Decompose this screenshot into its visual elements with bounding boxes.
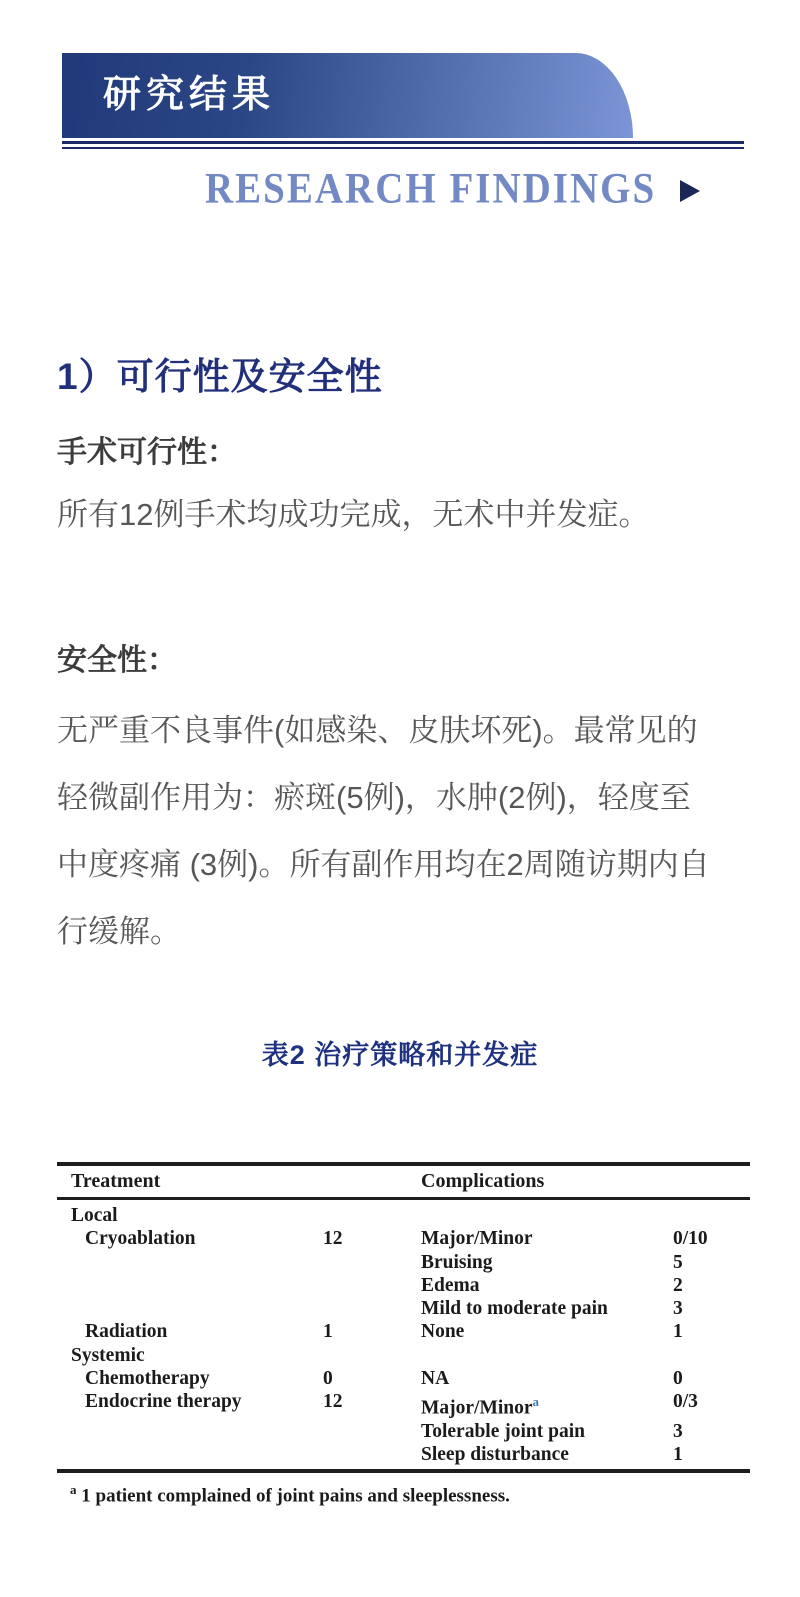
table-row: Systemic <box>71 1344 145 1366</box>
safety-text-line: 中度疼痛 (3例)。所有副作用均在2周随访期内自 <box>57 847 710 882</box>
table-row: Bruising 5 <box>421 1251 683 1273</box>
safety-text <box>57 697 710 965</box>
table-body <box>57 1200 750 1467</box>
table-title: 表2 治疗策略和并发症 <box>261 1040 539 1070</box>
table-row: Local <box>71 1205 118 1226</box>
safety-text-line: 无严重不良事件(如感染、皮肤坏死)。最常见的 <box>57 713 698 748</box>
section-banner <box>62 53 633 138</box>
banner-title: 研究结果 <box>103 74 276 116</box>
complications-table <box>57 1162 750 1507</box>
column-header-complications: Complications <box>421 1170 545 1192</box>
table-row: Chemotherapy 0 NA 0 <box>85 1368 683 1390</box>
banner-divider-thin <box>62 147 744 149</box>
table-header-row <box>57 1166 750 1197</box>
footnote-marker: a <box>532 1394 540 1410</box>
footnote-marker: a <box>70 1481 77 1497</box>
table-row: Sleep disturbance 1 <box>421 1444 683 1466</box>
table-row: Endocrine therapy 12 Major/Minor$^a$ 0/3 <box>85 1391 698 1419</box>
column-header-treatment: Treatment <box>71 1170 161 1192</box>
heading-feasibility-safety: 1）可行性及安全性 <box>57 356 383 397</box>
subtitle-text: RESEARCH FINDINGS <box>205 164 657 213</box>
feasibility-text: 所有12例手术均成功完成，无术中并发症。 <box>57 497 650 532</box>
banner-divider-thick <box>62 141 744 144</box>
safety-text-line: 轻微副作用为：瘀斑(5例)，水肿(2例)，轻度至 <box>57 780 691 815</box>
play-arrow-icon <box>680 180 700 202</box>
footnote-text: 1 patient complained of joint pains and sleeplessness. <box>81 1485 510 1507</box>
label-safety: 安全性： <box>57 644 177 677</box>
label-surgical-feasibility: 手术可行性： <box>57 436 237 469</box>
table-row: Edema 2 <box>421 1274 683 1296</box>
table-row: Mild to moderate pain 3 <box>421 1298 683 1320</box>
table-row: Radiation 1 None 1 <box>85 1321 683 1343</box>
table-row: Tolerable joint pain 3 <box>421 1421 683 1443</box>
table-row: Cryoablation 12 Major/Minor 0/10 <box>85 1228 708 1250</box>
subtitle-row <box>205 164 700 213</box>
safety-text-line: 行缓解。 <box>57 914 181 949</box>
table-footnote <box>57 1473 750 1507</box>
